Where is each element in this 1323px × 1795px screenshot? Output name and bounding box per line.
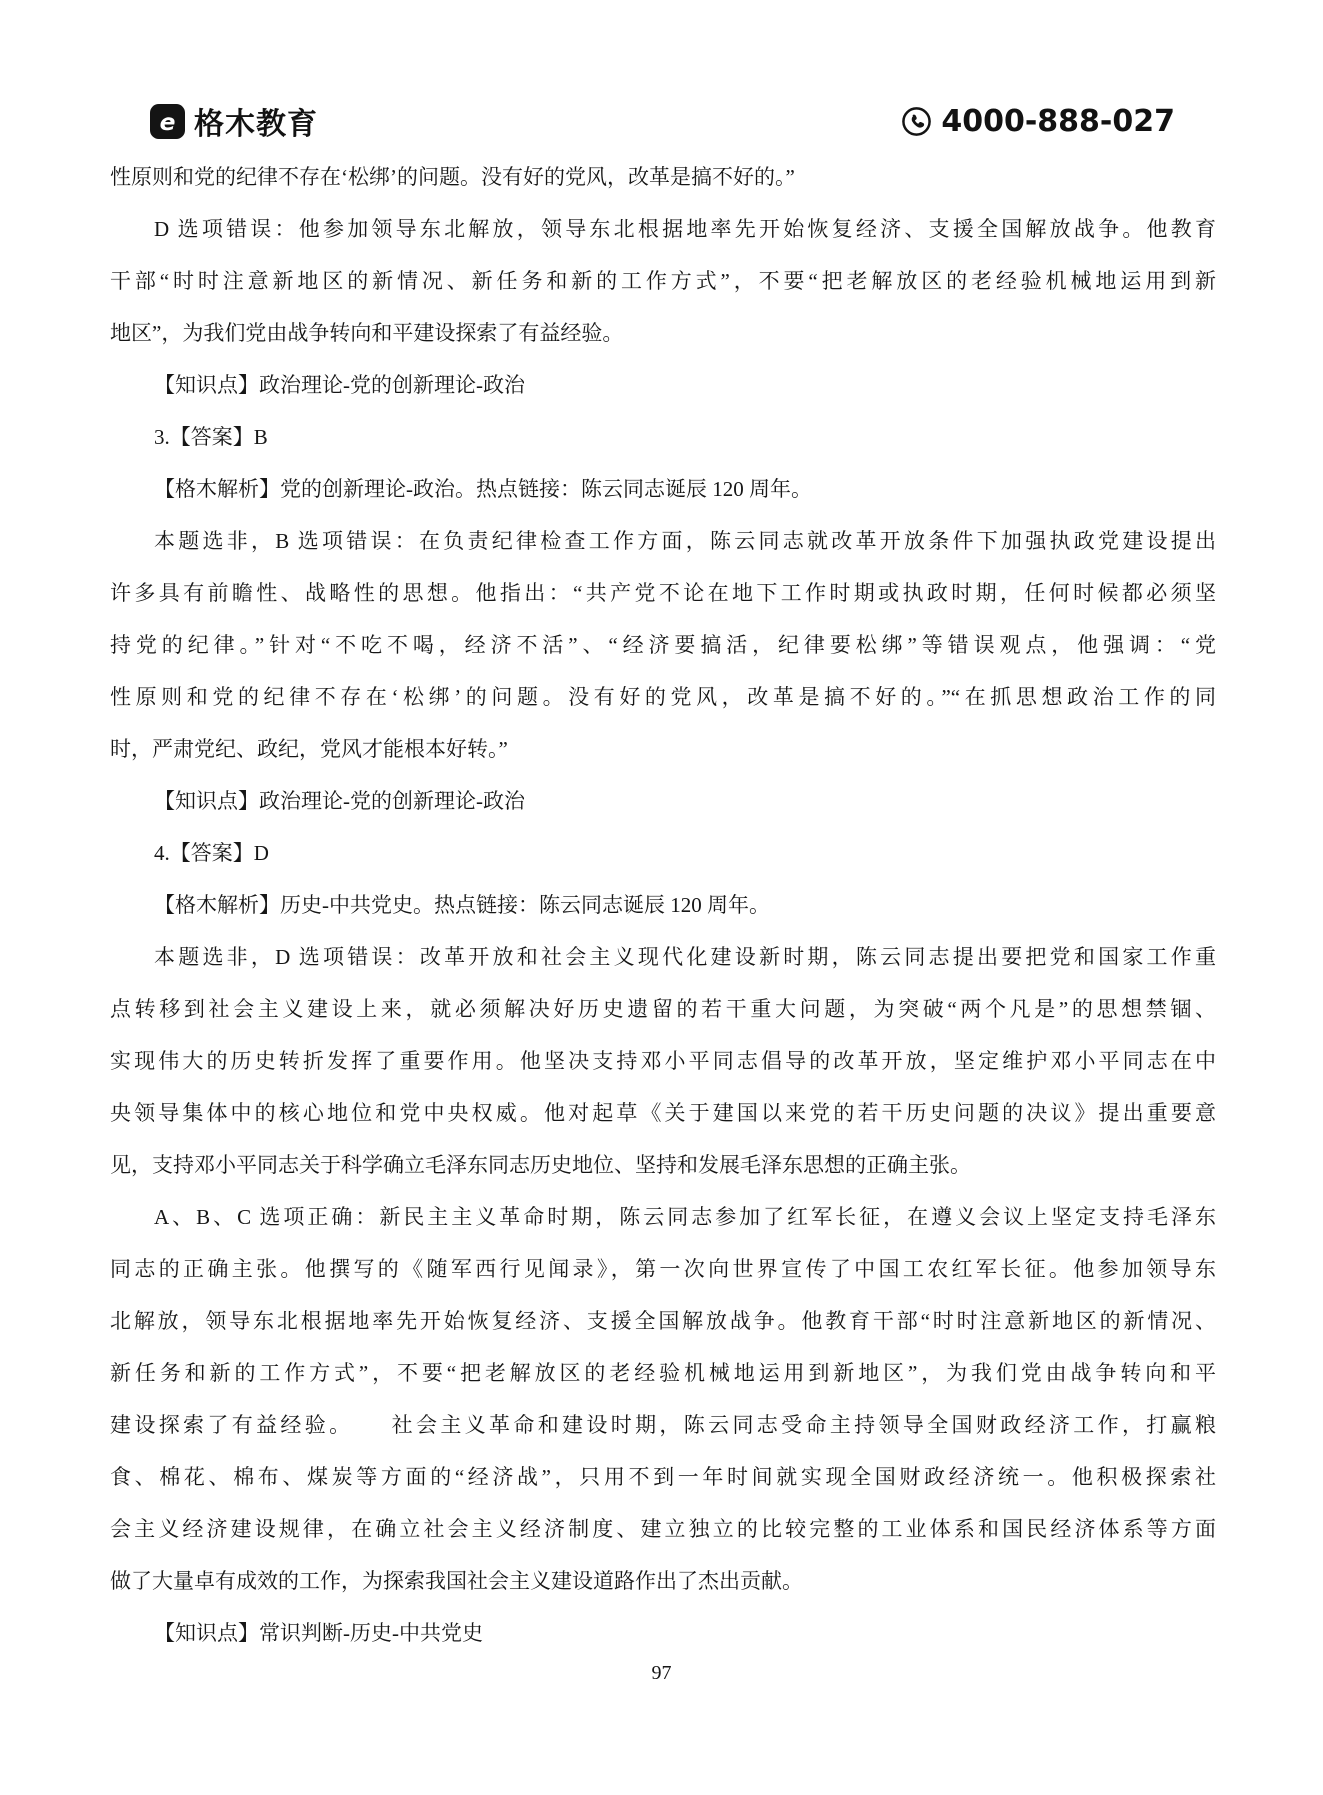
text-line: 【知识点】政治理论-党的创新理论-政治 <box>154 373 525 397</box>
text-line: A、B、C 选项正确：新民主主义革命时期，陈云同志参加了红军长征，在遵义会议上坚定支持毛泽东 <box>154 1205 1216 1229</box>
phone-number: 4000-888-027 <box>941 103 1175 139</box>
text-line: 【格木解析】党的创新理论-政治。热点链接：陈云同志诞辰 120 周年。 <box>154 477 812 501</box>
gemu-logo-icon <box>150 104 185 139</box>
text-line: 4.【答案】D <box>154 841 269 865</box>
text-line: 3.【答案】B <box>154 425 268 449</box>
phone-icon <box>901 106 932 137</box>
contact-phone <box>901 104 1175 139</box>
page-footer <box>0 1660 1323 1686</box>
document-body <box>110 151 1216 1659</box>
text-line: 【格木解析】历史-中共党史。热点链接：陈云同志诞辰 120 周年。 <box>154 893 770 917</box>
text-line: 食、棉花、棉布、煤炭等方面的“经济战”，只用不到一年时间就实现全国财政经济统一。他积极探索社 <box>110 1465 1216 1489</box>
text-line: 【知识点】政治理论-党的创新理论-政治 <box>154 789 525 813</box>
page-header <box>150 96 1175 146</box>
text-line: 性原则和党的纪律不存在‘松绑’的问题。没有好的党风，改革是搞不好的。” <box>110 165 795 189</box>
text-line: 见，支持邓小平同志关于科学确立毛泽东同志历史地位、坚持和发展毛泽东思想的正确主张。 <box>110 1153 971 1177</box>
text-line: 持党的纪律。”针对“不吃不喝，经济不活”、“经济要搞活，纪律要松绑”等错误观点，他强调：“党 <box>110 633 1216 657</box>
text-line: 会主义经济建设规律，在确立社会主义经济制度、建立独立的比较完整的工业体系和国民经济体系等方面 <box>110 1517 1216 1541</box>
text-line: 北解放，领导东北根据地率先开始恢复经济、支援全国解放战争。他教育干部“时时注意新地区的新情况、 <box>110 1309 1216 1333</box>
text-line: D 选项错误：他参加领导东北解放，领导东北根据地率先开始恢复经济、支援全国解放战争。他教育 <box>154 217 1216 241</box>
text-line: 许多具有前瞻性、战略性的思想。他指出：“共产党不论在地下工作时期或执政时期，任何时候都必须坚 <box>110 581 1216 605</box>
svg-text:e: e <box>159 107 176 136</box>
text-line: 央领导集体中的核心地位和党中央权威。他对起草《关于建国以来党的若干历史问题的决议》提出重要意 <box>110 1101 1216 1125</box>
text-line: 同志的正确主张。他撰写的《随军西行见闻录》，第一次向世界宣传了中国工农红军长征。他参加领导东 <box>110 1257 1216 1281</box>
logo <box>150 99 318 143</box>
text-line: 【知识点】常识判断-历史-中共党史 <box>154 1621 483 1645</box>
text-line: 时，严肃党纪、政纪，党风才能根本好转。” <box>110 737 508 761</box>
logo-text: 格木教育 <box>194 108 318 141</box>
text-line: 实现伟大的历史转折发挥了重要作用。他坚决支持邓小平同志倡导的改革开放，坚定维护邓小平同志在中 <box>110 1049 1216 1073</box>
text-line: 干部“时时注意新地区的新情况、新任务和新的工作方式”，不要“把老解放区的老经验机械地运用到新 <box>110 269 1216 293</box>
text-line: 做了大量卓有成效的工作，为探索我国社会主义建设道路作出了杰出贡献。 <box>110 1569 803 1593</box>
text-line: 性原则和党的纪律不存在‘松绑’的问题。没有好的党风，改革是搞不好的。”“在抓思想政治工作的同 <box>110 685 1216 709</box>
text-line: 建设探索了有益经验。 社会主义革命和建设时期，陈云同志受命主持领导全国财政经济工作，打赢粮 <box>110 1413 1216 1437</box>
text-line: 本题选非，D 选项错误：改革开放和社会主义现代化建设新时期，陈云同志提出要把党和国家工作重 <box>154 945 1216 969</box>
text-line: 新任务和新的工作方式”，不要“把老解放区的老经验机械地运用到新地区”，为我们党由战争转向和平 <box>110 1361 1216 1385</box>
text-line: 本题选非，B 选项错误：在负责纪律检查工作方面，陈云同志就改革开放条件下加强执政党建设提出 <box>154 529 1216 553</box>
text-line: 地区”，为我们党由战争转向和平建设探索了有益经验。 <box>110 321 624 345</box>
page-number: 97 <box>651 1662 672 1684</box>
text-line: 点转移到社会主义建设上来，就必须解决好历史遗留的若干重大问题，为突破“两个凡是”的思想禁锢、 <box>110 997 1216 1021</box>
